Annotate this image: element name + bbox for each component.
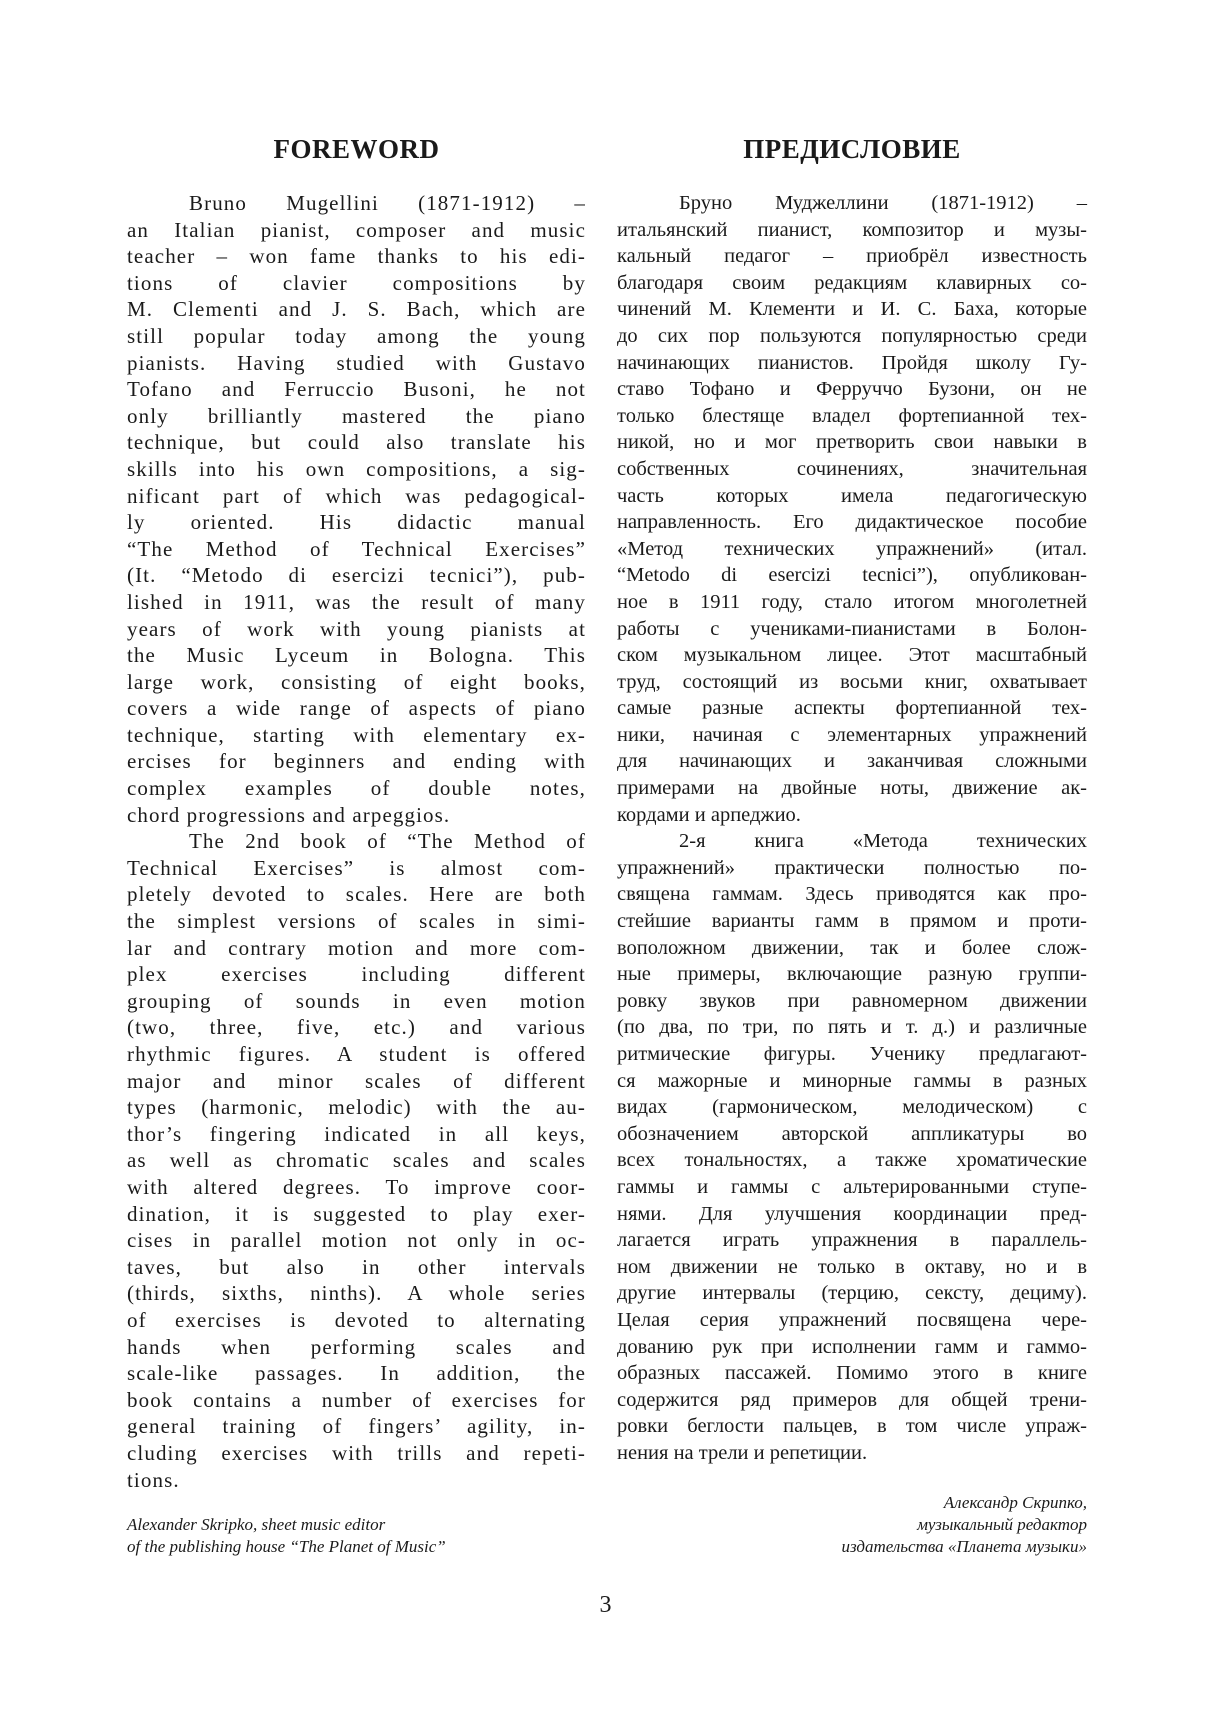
- paragraph: [617, 190, 1087, 828]
- text-line: гаммы и гаммы с альтерированными ступе-: [617, 1175, 1087, 1198]
- paragraph: [127, 190, 586, 828]
- text-line: lar and contrary motion and more com-: [127, 935, 586, 960]
- text-line: technique, but could also translate his: [127, 430, 586, 455]
- text-line: чинений М. Клементи и И. С. Баха, которые: [617, 298, 1087, 321]
- text-line: самые разные аспекты фортепианной тех-: [617, 697, 1087, 720]
- text-line: Целая серия упражнений посвящена чере-: [617, 1308, 1087, 1331]
- text-line: часть которых имела педагогическую: [617, 484, 1087, 507]
- text-line: ные примеры, включающие разную группи-: [617, 963, 1087, 986]
- text-line: rhythmic figures. A student is offered: [127, 1042, 586, 1066]
- text-line: ровки беглости пальцев, в том числе упраж-: [617, 1415, 1087, 1438]
- paragraph: [617, 828, 1087, 1466]
- text-line: «Метод технических упражнений» (итал.: [617, 537, 1087, 560]
- signature-line: издательства «Планета музыки»: [841, 1537, 1087, 1556]
- text-line: ся мажорные и минорные гаммы в разных: [617, 1069, 1087, 1092]
- text-line: видах (гармоническом, мелодическом) с: [617, 1096, 1087, 1119]
- text-line: as well as chromatic scales and scales: [127, 1148, 586, 1173]
- text-line: Бруно Муджеллини (1871-1912) –: [679, 192, 1087, 214]
- text-line: работы с учениками-пианистами в Болон-: [617, 617, 1087, 640]
- text-line: ском музыкальном лицее. Этот масштабный: [617, 644, 1087, 667]
- text-line: ercises for beginners and ending with: [127, 749, 586, 774]
- text-line: обозначением авторской аппликатуры во: [617, 1122, 1087, 1145]
- text-line: Bruno Mugellini (1871-1912) –: [189, 191, 586, 215]
- signature-line: Александр Скрипко,: [943, 1493, 1087, 1512]
- text-line: technique, starting with elementary ex-: [127, 722, 586, 747]
- text-line: teacher – won fame thanks to his edi-: [127, 244, 586, 269]
- text-line: an Italian pianist, composer and music: [127, 217, 586, 242]
- text-line: дованию рук при исполнении гамм и гаммо-: [617, 1335, 1087, 1358]
- text-line: with altered degrees. To improve coor-: [127, 1174, 586, 1199]
- text-line: примерами на двойные ноты, движение ак-: [617, 777, 1087, 800]
- text-line: pianists. Having studied with Gustavo: [127, 350, 586, 375]
- text-line: (It. “Metodo di esercizi tecnici”), pub-: [127, 563, 586, 588]
- text-line: large work, consisting of eight books,: [127, 669, 586, 694]
- text-line: cises in parallel motion not only in oc-: [127, 1228, 586, 1253]
- text-line: hands when performing scales and: [127, 1334, 586, 1359]
- text-line: the simplest versions of scales in simi-: [127, 909, 586, 934]
- editor-signature: [127, 1514, 446, 1558]
- text-line: The 2nd book of “The Method of: [189, 829, 586, 854]
- text-line: ное в 1911 году, стало итогом многолетней: [617, 590, 1087, 613]
- text-line: содержится ряд примеров для общей трени-: [617, 1388, 1087, 1411]
- text-line: начинающих пианистов. Пройдя школу Гу-: [617, 351, 1087, 374]
- text-line: complex examples of double notes,: [127, 776, 586, 801]
- text-line: воположном движении, так и более слож-: [617, 936, 1087, 959]
- text-line: ровку звуков при равномерном движении: [617, 989, 1087, 1012]
- text-line: образных пассажей. Помимо этого в книге: [617, 1362, 1087, 1385]
- text-line: благодаря своим редакциям клавирных со-: [617, 271, 1087, 294]
- page-number: 3: [599, 1592, 612, 1618]
- foreword-body-russian: [617, 190, 1087, 1467]
- text-line: only brilliantly mastered the piano: [127, 403, 586, 428]
- text-line: the Music Lyceum in Bologna. This: [127, 643, 586, 668]
- text-line: кальный педагог – приобрёл известность: [617, 245, 1087, 268]
- foreword-title-russian: ПРЕДИСЛОВИЕ: [743, 134, 961, 164]
- text-line: nificant part of which was pedagogical-: [127, 483, 586, 508]
- text-line: Technical Exercises” is almost com-: [127, 855, 586, 880]
- text-line: труд, состоящий из восьми книг, охватывает: [617, 670, 1087, 693]
- text-line: chord progressions and arpeggios.: [127, 802, 451, 827]
- text-line: ритмические фигуры. Ученику предлагают-: [617, 1043, 1087, 1065]
- text-line: другие интервалы (терцию, сексту, дециму).: [617, 1282, 1087, 1305]
- editor-signature-russian: [841, 1492, 1087, 1558]
- text-line: нения на трели и репетиции.: [617, 1441, 868, 1464]
- text-line: “The Method of Technical Exercises”: [127, 536, 586, 561]
- text-line: лагается играть упражнения в параллель-: [617, 1229, 1087, 1252]
- text-line: major and minor scales of different: [127, 1068, 586, 1093]
- text-line: book contains a number of exercises for: [127, 1387, 586, 1412]
- text-line: священа гаммам. Здесь приводятся как про-: [617, 883, 1087, 906]
- foreword-body: [127, 190, 586, 1493]
- text-line: упражнений» практически полностью по-: [617, 856, 1087, 879]
- text-line: стейшие варианты гамм в прямом и проти-: [617, 910, 1087, 933]
- text-line: M. Clementi and J. S. Bach, which are: [127, 297, 586, 322]
- text-line: собственных сочинениях, значительная: [617, 457, 1087, 480]
- text-line: pletely devoted to scales. Here are both: [127, 882, 586, 907]
- text-line: dination, it is suggested to play exer-: [127, 1201, 586, 1226]
- text-line: (thirds, sixths, ninths). A whole series: [127, 1281, 586, 1306]
- text-line: направленность. Его дидактическое пособие: [617, 511, 1087, 534]
- signature-line: Alexander Skripko, sheet music editor: [127, 1515, 386, 1534]
- text-line: of exercises is devoted to alternating: [127, 1307, 586, 1332]
- text-line: (по два, по три, по пять и т. д.) и различные: [617, 1016, 1087, 1039]
- text-line: никой, но и мог претворить свои навыки в: [617, 431, 1087, 454]
- text-line: types (harmonic, melodic) with the au-: [127, 1095, 586, 1120]
- text-line: thor’s fingering indicated in all keys,: [127, 1121, 586, 1146]
- text-line: lished in 1911, was the result of many: [127, 589, 586, 614]
- text-line: ly oriented. His didactic manual: [127, 510, 586, 535]
- text-line: Tofano and Ferruccio Busoni, he not: [127, 377, 586, 402]
- text-line: итальянский пианист, композитор и музы-: [617, 218, 1087, 241]
- text-line: ставо Тофано и Ферруччо Бузони, он не: [617, 378, 1087, 401]
- text-line: (two, three, five, etc.) and various: [127, 1015, 586, 1040]
- text-line: scale-like passages. In addition, the: [127, 1361, 586, 1386]
- text-line: plex exercises including different: [127, 962, 586, 987]
- signature-line: музыкальный редактор: [917, 1515, 1087, 1534]
- text-line: tions.: [127, 1467, 180, 1492]
- paragraph: [127, 828, 586, 1493]
- text-line: до сих пор пользуются популярностью среди: [617, 324, 1087, 347]
- text-line: tions of clavier compositions by: [127, 270, 586, 295]
- text-line: 2-я книга «Метода технических: [679, 830, 1087, 853]
- text-line: “Metodo di esercizi tecnici”), опубликован-: [617, 564, 1087, 587]
- text-line: ном движении не только в октаву, но и в: [617, 1255, 1087, 1278]
- text-line: still popular today among the young: [127, 323, 586, 348]
- text-line: для начинающих и заканчивая сложными: [617, 750, 1087, 773]
- text-line: кордами и арпеджио.: [617, 803, 801, 826]
- text-line: всех тональностях, а также хроматические: [617, 1149, 1087, 1172]
- text-line: ники, начиная с элементарных упражнений: [617, 723, 1087, 746]
- text-line: нями. Для улучшения координации пред-: [617, 1202, 1087, 1225]
- text-line: covers a wide range of aspects of piano: [127, 696, 586, 721]
- text-line: taves, but also in other intervals: [127, 1254, 586, 1279]
- text-line: years of work with young pianists at: [127, 616, 586, 641]
- text-line: только блестяще владел фортепианной тех-: [617, 404, 1087, 427]
- text-line: cluding exercises with trills and repeti-: [127, 1440, 586, 1465]
- text-line: grouping of sounds in even motion: [127, 988, 586, 1013]
- signature-line: of the publishing house “The Planet of Music”: [127, 1537, 446, 1556]
- text-line: general training of fingers’ agility, in-: [127, 1414, 586, 1439]
- foreword-title: FOREWORD: [273, 134, 440, 164]
- text-line: skills into his own compositions, a sig-: [127, 456, 586, 481]
